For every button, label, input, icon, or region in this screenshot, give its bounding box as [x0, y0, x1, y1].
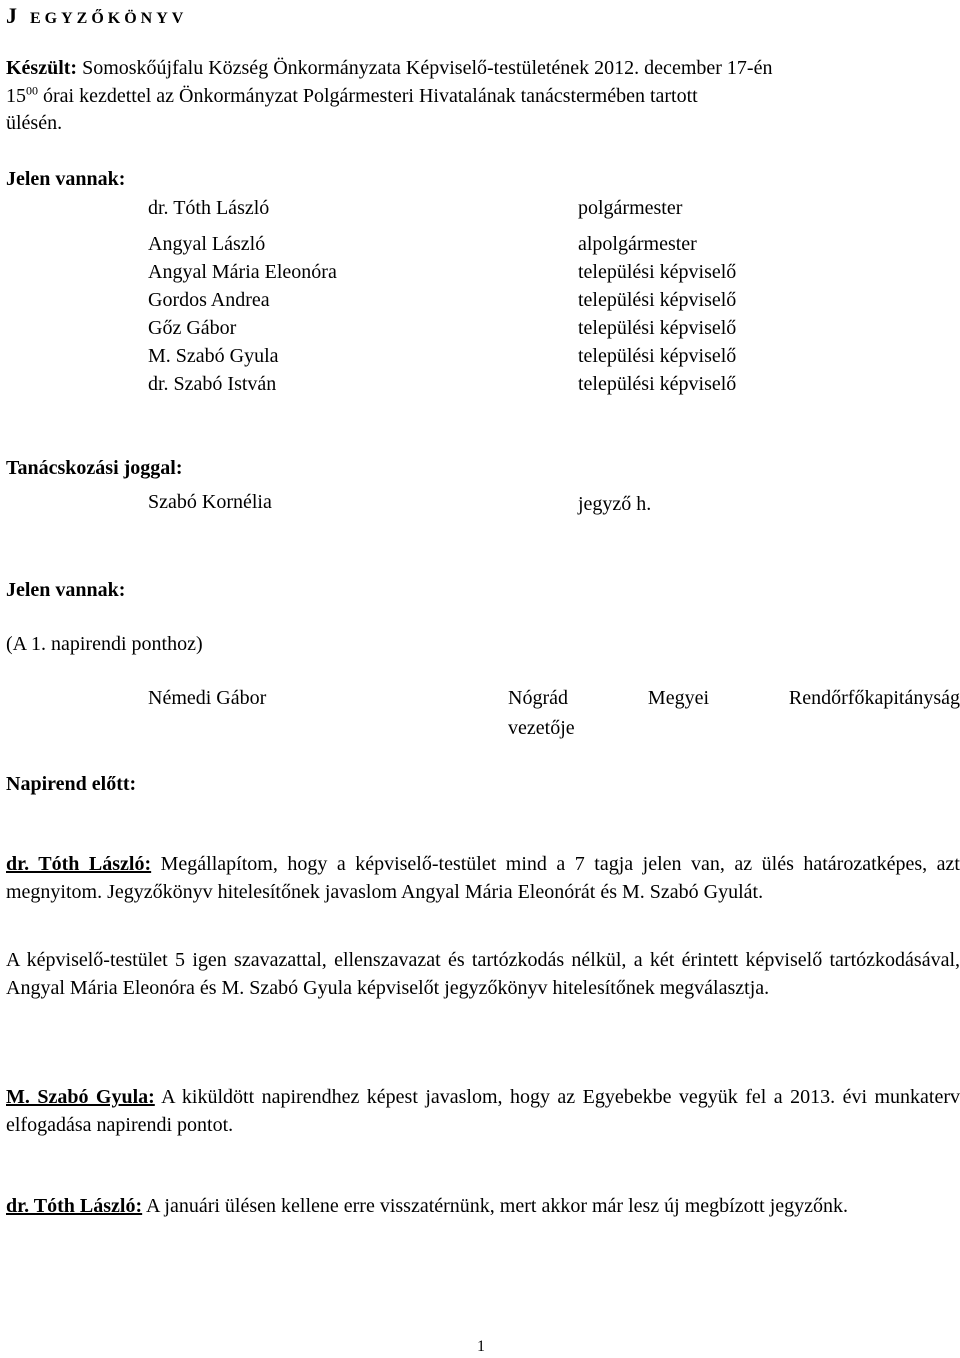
member-role: polgármester — [578, 197, 683, 219]
intro-line-1 — [6, 56, 772, 80]
member-name: Gőz Gábor — [148, 317, 237, 339]
advisory-heading: Tanácskozási joggal: — [6, 457, 183, 479]
intro-minute: 00 — [26, 83, 38, 98]
member-name: M. Szabó Gyula — [148, 345, 279, 367]
speech-paragraph — [6, 850, 960, 906]
speaker-name: dr. Tóth László: — [6, 1195, 143, 1217]
advisory-name: Szabó Kornélia — [148, 491, 272, 513]
guest-role-line-1 — [508, 686, 960, 710]
guest-role-word: Rendőrfőkapitányság — [788, 687, 960, 709]
guest-role-word: Nógrád — [508, 687, 568, 709]
document-title — [6, 4, 187, 31]
guest-name: Némedi Gábor — [148, 687, 267, 709]
member-role: települési képviselő — [578, 261, 737, 283]
speech-paragraph — [6, 1192, 960, 1220]
title-first-letter: J — [6, 3, 21, 28]
intro-line-2 — [6, 84, 698, 108]
resolution-text: A képviselő-testület 5 igen szavazattal, ellenszavazat és tartózkodás nélkül, a két érintett képviselő tartózkodásával, Angyal Mária Eleonóra és M. Szabó Gyula képviselőt jegyzőkönyv hitelesítőnek megválasztja. — [6, 949, 960, 999]
advisory-role: jegyző h. — [578, 493, 652, 515]
member-role: alpolgármester — [578, 233, 697, 255]
member-name: dr. Tóth László — [148, 197, 270, 219]
member-role: települési képviselő — [578, 317, 737, 339]
member-name: dr. Szabó István — [148, 373, 277, 395]
page-number: 1 — [477, 1338, 485, 1355]
speech-text: A januári ülésen kellene erre visszatérnünk, mert akkor már lesz új megbízott jegyzőnk. — [142, 1195, 849, 1217]
guest-role-word: Megyei — [647, 687, 709, 709]
speech-text: A kiküldött napirendhez képest javaslom, hogy az Egyebekbe vegyük fel a 2013. évi munkaterv elfogadása napirendi pontot. — [6, 1086, 960, 1136]
present2-heading: Jelen vannak: — [6, 579, 126, 601]
member-name: Gordos Andrea — [148, 289, 270, 311]
present-heading: Jelen vannak: — [6, 168, 126, 190]
present2-subheading: (A 1. napirendi ponthoz) — [6, 633, 203, 655]
member-role: települési képviselő — [578, 289, 737, 311]
resolution-paragraph — [6, 946, 960, 1002]
speech-paragraph — [6, 1083, 960, 1139]
member-role: települési képviselő — [578, 345, 737, 367]
intro-label: Készült: — [6, 57, 78, 79]
intro-text-2: órai kezdettel az Önkormányzat Polgármesteri Hivatalának tanácstermében tartott — [43, 85, 698, 107]
guest-role-line-2: vezetője — [508, 717, 575, 739]
speech-text: Megállapítom, hogy a képviselő-testület mind a 7 tagja jelen van, az ülés határozatképes, azt megnyitom. Jegyzőkönyv hitelesítőnek javaslom Angyal Mária Eleonórát és M. Szabó Gyulát. — [6, 853, 960, 903]
agenda-before-heading: Napirend előtt: — [6, 773, 137, 795]
member-role: települési képviselő — [578, 373, 737, 395]
member-name: Angyal Mária Eleonóra — [148, 261, 337, 283]
speaker-name: dr. Tóth László: — [6, 853, 152, 875]
speaker-name: M. Szabó Gyula: — [6, 1086, 155, 1108]
intro-hour: 15 — [6, 85, 26, 107]
intro-text-1: Somoskőújfalu Község Önkormányzata Képviselő-testületének 2012. december 17-én — [82, 57, 773, 79]
title-rest: EGYZŐKÖNYV — [30, 10, 188, 27]
member-name: Angyal László — [148, 233, 266, 255]
intro-line-3: ülésén. — [6, 112, 63, 134]
